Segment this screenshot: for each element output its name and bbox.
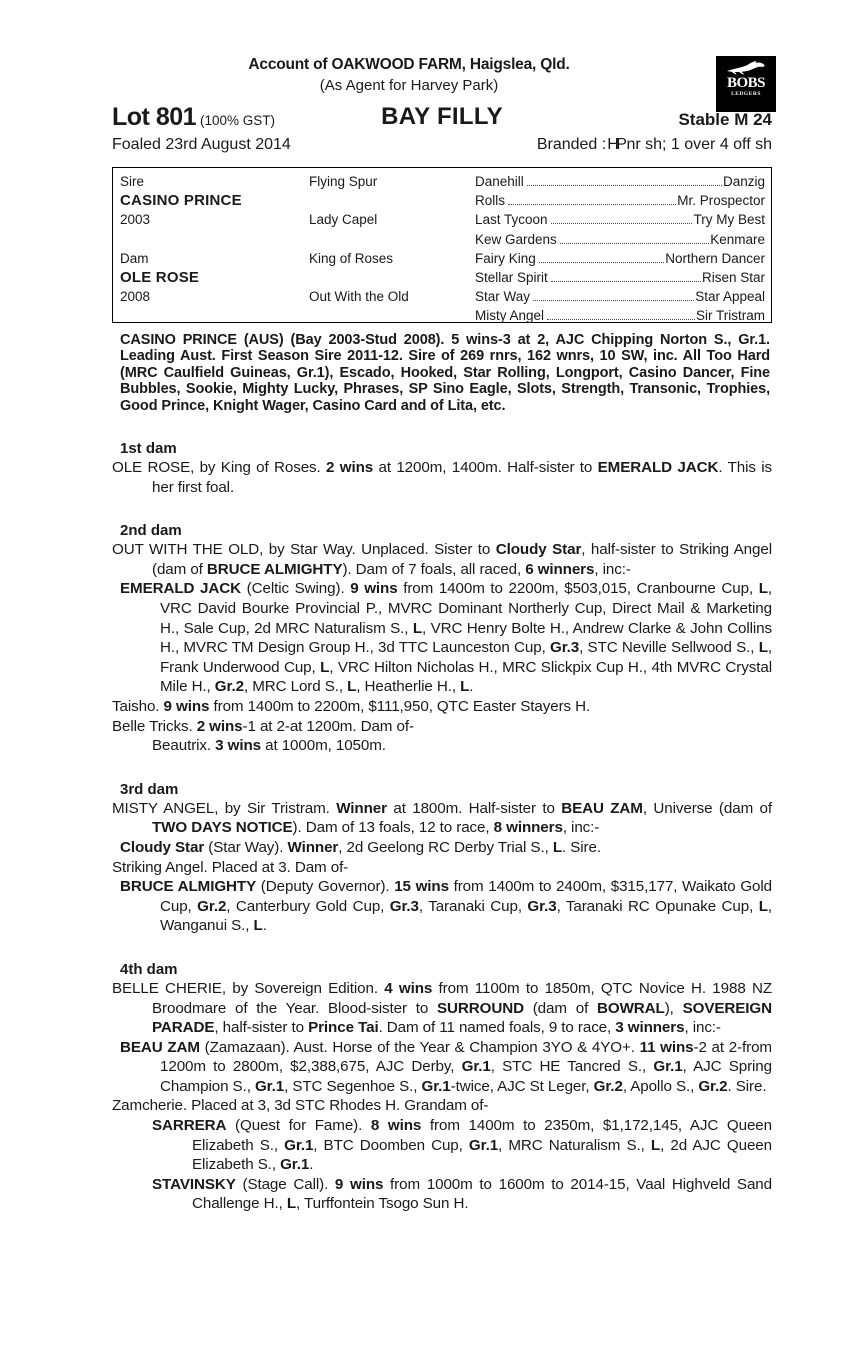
dam4-sarrera: SARRERA (Quest for Fame). 8 wins from 1400m to 2350m, $1,172,145, AJC Queen Elizabeth S., Gr.1, BTC Doomben Cup, Gr.1, MRC Naturalism S., L, 2d AJC Queen Elizabeth S., Gr.1. [152,1117,772,1174]
pedigree-gen3-cell [475,268,771,287]
pedigree-gen4-name: Sir Tristram [696,308,765,324]
pedigree-gen4-name: Kenmare [710,231,765,247]
pedigree-gen1-cell: OLE ROSE [120,269,200,287]
pedigree-gen3-name: Last Tycoon [475,212,548,228]
pedigree-gen3-name: Danehill [475,174,524,189]
pedigree-gen2-cell: Lady Capel [309,212,378,228]
pedigree-gen3-name: Rolls [475,193,506,209]
pedigree-gen2-cell [309,306,475,325]
dam4-text: BELLE CHERIE, by Sovereign Edition. 4 wins from 1100m to 1850m, QTC Novice H. 1988 NZ Broodmare of the Year. Blood-sister to SURROUND (dam of BOWRAL), SOVEREIGN PARADE, half-sister to Prince Tai. Dam of 11 named foals, 9 to race, 3 winners, inc:- [112,979,772,1037]
pedigree-gen3-cell [475,210,771,229]
pedigree-gen4-name: Northern Dancer [665,250,765,266]
pedigree-gen2-cell [309,268,475,287]
heading-1st-dam: 1st dam [120,440,177,458]
lot-left-group [112,103,275,132]
pedigree-gen3-name: Stellar Spirit [475,270,548,286]
catalogue-page [112,0,772,1356]
pedigree-gen4-name: Try My Best [693,212,765,228]
brand-symbol-glyph: HP [607,136,625,153]
pedigree-row [113,230,771,249]
dam4-stavinsky: STAVINSKY (Stage Call). 9 wins from 1000m to 1600m to 2014-15, Vaal Highveld Sand Challenge H., L, Turffontein Tsogo Sun H. [152,1175,772,1213]
heading-2nd-dam: 2nd dam [120,522,182,540]
pedigree-gen3-name: Kew Gardens [475,231,557,247]
pedigree-row [113,287,771,306]
dam3-bruce-almighty: BRUCE ALMIGHTY (Deputy Governor). 15 wins from 1400m to 2400m, $315,177, Waikato Gold Cup, Gr.2, Canterbury Gold Cup, Gr.3, Taranaki Cup, Gr.3, Taranaki RC Opunake Cup, L, Wanganui S., L. [120,878,773,935]
dot-leader [533,300,694,301]
heading-3rd-dam: 3rd dam [120,780,179,798]
heading-4th-dam: 4th dam [120,960,178,978]
dam4-zamcherie: Zamcherie. Placed at 3, 3d STC Rhodes H. Grandam of- [112,1097,489,1115]
pedigree-gen3-name: Star Way [475,289,531,305]
branded-description: nr sh; 1 over 4 off sh [626,136,772,153]
bobs-brand-text: BOBS [726,75,766,91]
pedigree-gen3-cell [475,287,771,306]
pedigree-gen1-cell: 2008 [120,289,151,305]
pedigree-gen3-cell [475,172,771,191]
lot-row [112,103,772,132]
dam3-cloudy-star: Cloudy Star (Star Way). Winner, 2d Geelong RC Derby Trial S., L. Sire. [120,838,601,856]
dam2-taisho: Taisho. 9 wins from 1400m to 2200m, $111,950, QTC Easter Stayers H. [112,697,591,715]
pedigree-gen1-cell [113,306,309,325]
pedigree-gen4-name: Danzig [722,174,765,189]
dam4-beau-zam: BEAU ZAM (Zamazaan). Aust. Horse of the Year & Champion 3YO & 4YO+. 11 wins-2 at 2-from 1200m to 2800m, $2,388,675, AJC Derby, Gr.1, STC HE Tancred S., Gr.1, AJC Spring Champion S., Gr.1, STC Segenhoe S., Gr.1-twice, AJC St Leger, Gr.2, Apollo S., Gr.2. Sire. [120,1038,773,1095]
pedigree-row [113,210,771,229]
pedigree-gen1-cell [113,230,309,249]
bobs-horse-logo-icon [725,60,767,75]
pedigree-gen1-cell: Dam [120,250,149,266]
gst-note: (100% GST) [200,113,276,128]
pedigree-row [113,306,771,325]
dam2-text: OUT WITH THE OLD, by Star Way. Unplaced. Sister to Cloudy Star, half-sister to Striking Angel (dam of BRUCE ALMIGHTY). Dam of 7 foals, all raced, 6 winners, inc:- [112,541,772,578]
pedigree-gen1-cell: Sire [120,174,145,189]
dot-leader [551,223,693,224]
dot-leader [539,262,664,263]
pedigree-table [112,167,772,323]
dot-leader [551,281,701,282]
pedigree-gen2-cell: Out With the Old [309,289,409,305]
lot-number: Lot 801 [112,103,197,131]
dot-leader [547,319,695,320]
dot-leader [508,204,676,205]
pedigree-row [113,249,771,268]
stable-label: Stable M 24 [678,110,772,129]
pedigree-row [113,172,771,191]
branded-label: Branded : [536,136,607,153]
pedigree-gen3-name: Misty Angel [475,308,545,324]
pedigree-gen4-name: Mr. Prospector [677,193,765,209]
sire-summary-block: CASINO PRINCE (AUS) (Bay 2003-Stud 2008). 5 wins-3 at 2, AJC Chipping Norton S., Gr.1. Leading Aust. First Season Sire 2011-12. Sire of 269 rnrs, 162 wnrs, 10 SW, inc. All Too Hard (MRC Caulfield Guineas, Gr.1), Escado, Hooked, Star Rolling, Longport, Casino Dancer, Fine Bubbles, Sookie, Mighty Lucky, Phrases, SP Sino Eagle, Slots, Strength, Transonic, Trophies, Good Prince, Knight Wager, Casino Card and of Lita, etc. [120,332,770,414]
dam2-emerald-jack: EMERALD JACK (Celtic Swing). 9 wins from 1400m to 2200m, $503,015, Cranbourne Cup, L, VRC David Bourke Provincial P., MVRC Dominant Northerly Cup, Direct Mail & Marketing H., Sale Cup, 2d MRC Naturalism S., L, VRC Henry Bolte H., Andrew Clarke & John Collins H., MVRC TM Design Group H., 3d TTC Launceston Cup, Gr.3, STC Neville Sellwood S., L, Frank Underwood Cup, L, VRC Hilton Nicholas H., MRC Slickpix Cup H., 4th MVRC Crystal Mile H., Gr.2, MRC Lord S., L, Heatherlie H., L. [120,580,773,696]
dam1-text: OLE ROSE, by King of Roses. 2 wins at 1200m, 1400m. Half-sister to EMERALD JACK. This is her first foal. [112,459,773,496]
bobs-tagline-text: LEDGERS [731,91,761,97]
pedigree-row [113,268,771,287]
account-line: Account of OAKWOOD FARM, Haigslea, Qld. [248,56,570,73]
pedigree-row [113,191,771,210]
dot-leader [527,185,722,186]
branded-info [537,136,772,154]
agent-line: (As Agent for Harvey Park) [319,77,499,94]
foaled-date: Foaled 23rd August 2014 [112,136,291,153]
pedigree-gen4-name: Star Appeal [695,289,765,305]
pedigree-gen3-name: Fairy King [475,250,536,266]
dam3-text: MISTY ANGEL, by Sir Tristram. Winner at 1800m. Half-sister to BEAU ZAM, Universe (dam of TWO DAYS NOTICE). Dam of 13 foals, 12 to race, 8 winners, inc:- [112,799,772,837]
dam2-belle-tricks: Belle Tricks. 2 wins-1 at 2-at 1200m. Dam of- [112,717,414,735]
pedigree-gen3-cell [475,306,771,325]
pedigree-gen2-cell [309,191,475,210]
pedigree-gen1-cell: CASINO PRINCE [120,192,242,210]
pedigree-gen3-cell [475,249,771,268]
dot-leader [560,243,709,244]
pedigree-gen2-cell: King of Roses [309,250,394,266]
pedigree-gen3-cell [475,191,771,210]
page-header [112,0,772,154]
dam3-striking-angel: Striking Angel. Placed at 3. Dam of- [112,858,349,876]
sex-colour-title: BAY FILLY [381,103,503,130]
foaled-branded-row [112,136,772,154]
pedigree-gen4-name: Risen Star [701,270,765,286]
dam2-beautrix: Beautrix. 3 wins at 1000m, 1050m. [152,737,386,755]
pedigree-gen2-cell [309,230,475,249]
pedigree-gen1-cell: 2003 [120,212,151,228]
pedigree-gen2-cell: Flying Spur [309,174,378,189]
pedigree-gen3-cell [475,230,771,249]
